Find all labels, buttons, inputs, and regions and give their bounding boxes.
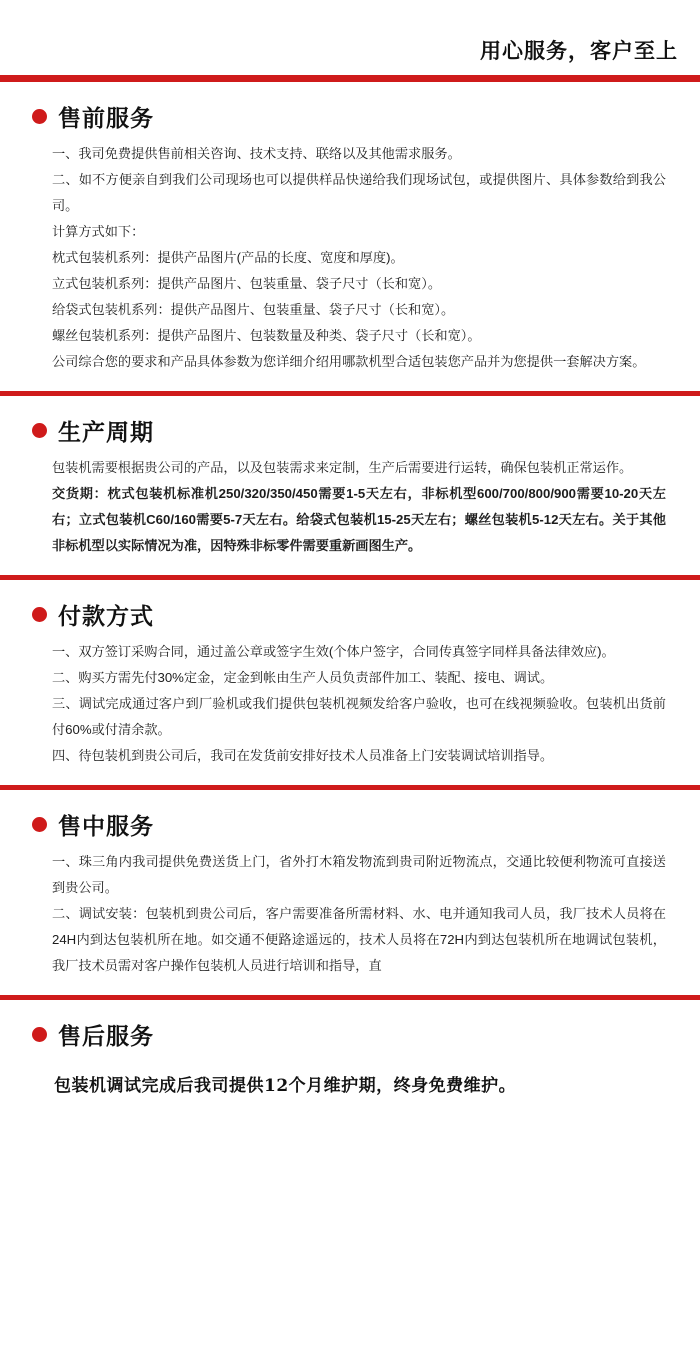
section-header <box>22 580 678 635</box>
section-body <box>22 137 678 385</box>
paragraph: 一、我司免费提供售前相关咨询、技术支持、联络以及其他需求服务。 <box>52 146 461 162</box>
bullet-dot-icon <box>32 817 47 832</box>
paragraph: 枕式包装机系列：提供产品图片(产品的长度、宽度和厚度)。 <box>52 250 404 266</box>
section-body <box>22 451 678 569</box>
paragraph: 计算方式如下： <box>52 224 145 240</box>
section-payment-method <box>0 580 700 779</box>
section-header <box>22 1000 678 1055</box>
section-header <box>22 790 678 845</box>
section-production-cycle <box>0 396 700 569</box>
paragraph: 给袋式包装机系列：提供产品图片、包装重量、袋子尺寸（长和宽）。 <box>52 302 455 318</box>
header-rule <box>0 75 700 82</box>
section-title: 生产周期 <box>58 419 154 447</box>
paragraph: 一、珠三角内我司提供免费送货上门，省外打木箱发物流到贵司附近物流点，交通比较便利物流可直接送到贵公司。 <box>52 854 666 896</box>
section-header <box>22 82 678 137</box>
bullet-dot-icon <box>32 423 47 438</box>
section-title: 售中服务 <box>58 813 154 841</box>
section-header <box>22 396 678 451</box>
paragraph: 螺丝包装机系列：提供产品图片、包装数量及种类、袋子尺寸（长和宽）。 <box>52 328 481 344</box>
paragraph: 包装机需要根据贵公司的产品，以及包装需求来定制，生产后需要进行运转，确保包装机正常运作。 <box>52 460 633 476</box>
section-title: 售前服务 <box>58 105 154 133</box>
header-title: 用心服务，客户至上 <box>480 38 678 63</box>
bottom-spacer <box>0 1096 700 1166</box>
bullet-dot-icon <box>32 109 47 124</box>
paragraph: 立式包装机系列：提供产品图片、包装重量、袋子尺寸（长和宽）。 <box>52 276 442 292</box>
paragraph: 公司综合您的要求和产品具体参数为您详细介绍用哪款机型合适包装您产品并为您提供一套解决方案。 <box>52 354 646 370</box>
bullet-dot-icon <box>32 1027 47 1042</box>
paragraph: 四、待包装机到贵公司后，我司在发货前安排好技术人员准备上门安装调试培训指导。 <box>52 748 554 764</box>
section-after-sale <box>0 1000 700 1055</box>
paragraph: 三、调试完成通过客户到厂验机或我们提供包装机视频发给客户验收，也可在线视频验收。包装机出货前付60%或付清余款。 <box>52 696 666 738</box>
section-title: 付款方式 <box>58 603 154 631</box>
section-during-sale <box>0 790 700 989</box>
paragraph: 二、调试安装：包装机到贵公司后，客户需要准备所需材料、水、电并通知我司人员，我厂技术人员将在24H内到达包装机所在地。如交通不便路途遥远的，技术人员将在72H内到达包装机所在地调试包装机，我厂技术员需对客户操作包装机人员进行培训和指导，直 <box>52 906 666 974</box>
section-body <box>22 635 678 779</box>
after-sale-note: 包装机调试完成后我司提供12个月维护期，终身免费维护。 <box>54 1076 517 1097</box>
bullet-dot-icon <box>32 607 47 622</box>
section-title: 售后服务 <box>58 1023 154 1051</box>
section-body <box>22 845 678 989</box>
paragraph: 交货期：枕式包装机标准机250/320/350/450需要1-5天左右，非标机型600/700/800/900需要10-20天左右；立式包装机C60/160需要5-7天左右。给袋式包装机15-25天左右；螺丝包装机5-12天左右。关于其他非标机型以实际情况为准，因特殊非标零件需要重新画图生产。 <box>52 486 666 554</box>
paragraph: 一、双方签订采购合同，通过盖公章或签字生效(个体户签字，合同传真签字同样具备法律效应)。 <box>52 644 615 660</box>
paragraph: 二、购买方需先付30%定金，定金到帐由生产人员负责部件加工、装配、接电、调试。 <box>52 670 554 686</box>
section-pre-sale <box>0 82 700 385</box>
paragraph: 二、如不方便亲自到我们公司现场也可以提供样品快递给我们现场试包，或提供图片、具体参数给到我公司。 <box>52 172 666 214</box>
document-header <box>0 0 700 63</box>
